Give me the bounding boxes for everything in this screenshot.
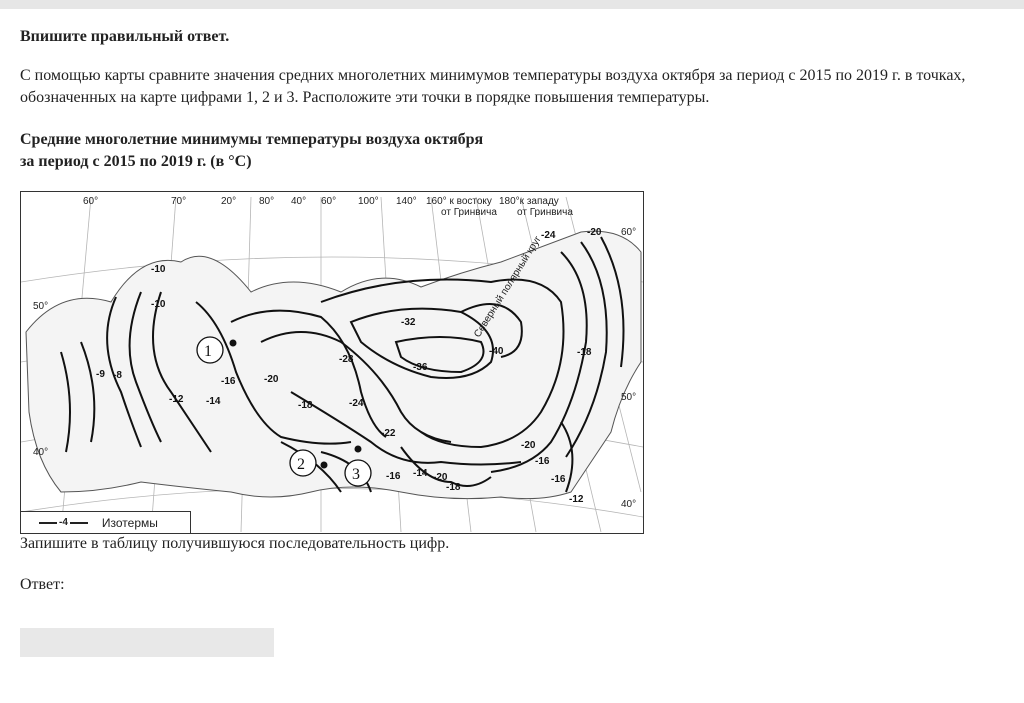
isotherm-label: -9: [96, 369, 105, 380]
isotherm-label: -18: [298, 400, 313, 411]
isotherm-label: -20: [433, 472, 448, 483]
point-number: 1: [204, 343, 212, 360]
lat-label: 60°: [621, 227, 637, 238]
lon-label: 20°: [221, 196, 237, 207]
lat-label: 40°: [621, 499, 637, 510]
isotherm-label: -16: [221, 376, 236, 387]
lon-label: от Гринвича: [517, 207, 573, 218]
answer-label: Ответ:: [20, 576, 65, 593]
isotherm-label: -16: [551, 474, 566, 485]
instruction-text: Запишите в таблицу получившуюся последовательность цифр.: [20, 535, 450, 552]
isotherm-label: -18: [577, 347, 592, 358]
isotherm-label: -36: [413, 362, 428, 373]
isotherm-label: -24: [349, 398, 364, 409]
isotherm-label: -20: [521, 440, 536, 451]
point-number: 3: [352, 466, 360, 483]
lon-label: 70°: [171, 196, 187, 207]
isotherm-label: -20: [264, 374, 279, 385]
legend-line-icon: [39, 522, 57, 524]
map-title-line2: за период с 2015 по 2019 г. (в °С): [20, 153, 252, 170]
isotherm-map: [20, 191, 644, 534]
map-title-line1: Средние многолетние минимумы температуры воздуха октября: [20, 131, 484, 148]
map-title: [20, 129, 483, 173]
isotherm-label: -10: [151, 264, 166, 275]
lon-label: от Гринвича: [441, 207, 497, 218]
longitude-labels: [83, 196, 573, 218]
isotherm-label: -32: [401, 317, 416, 328]
isotherm-label: -22: [381, 428, 396, 439]
legend-text: Изотермы: [101, 515, 158, 530]
isotherm-label: -10: [151, 299, 166, 310]
isotherm-label: -28: [339, 354, 354, 365]
lat-label: 50°: [621, 392, 637, 403]
isotherm-label: -12: [569, 494, 584, 505]
question-text: С помощью карты сравните значения средних многолетних минимумов температуры воздуха октября за период с 2015 по 2019 г. в точках, обозначенных на карте цифрами 1, 2 и 3. Расположите эти точки в порядке повышения температуры.: [20, 67, 966, 106]
lon-label: 60°: [321, 196, 337, 207]
isotherm-label: -14: [206, 396, 221, 407]
isotherm-label: -20: [587, 227, 602, 238]
legend-sample: -4: [59, 517, 68, 528]
point-number: 2: [297, 456, 305, 473]
lon-label: 100°: [358, 196, 379, 207]
top-bar: [0, 0, 1024, 9]
legend-line-icon: [70, 522, 88, 524]
lat-label: 50°: [33, 301, 49, 312]
isotherm-label: -24: [541, 230, 556, 241]
isotherm-label: -40: [489, 346, 504, 357]
isotherm-label: -16: [535, 456, 550, 467]
isotherm-label: -14: [413, 468, 428, 479]
map-drawing: [21, 192, 643, 533]
lon-label: 40°: [291, 196, 307, 207]
answer-input[interactable]: [20, 628, 274, 657]
map-legend: [21, 511, 191, 533]
task-heading: Впишите правильный ответ.: [20, 28, 230, 45]
lon-label: 180°к западу: [499, 196, 559, 207]
lat-label: 40°: [33, 447, 49, 458]
arctic-circle-label: Северный полярный круг: [472, 234, 544, 340]
isotherm-label: -18: [446, 482, 461, 493]
isotherm-label: -12: [169, 394, 184, 405]
isotherm-label: -16: [386, 471, 401, 482]
lon-label: 80°: [259, 196, 275, 207]
lon-label: 160° к востоку: [426, 196, 492, 207]
lon-label: 60°: [83, 196, 99, 207]
lon-label: 140°: [396, 196, 417, 207]
isotherm-label: -8: [113, 370, 122, 381]
